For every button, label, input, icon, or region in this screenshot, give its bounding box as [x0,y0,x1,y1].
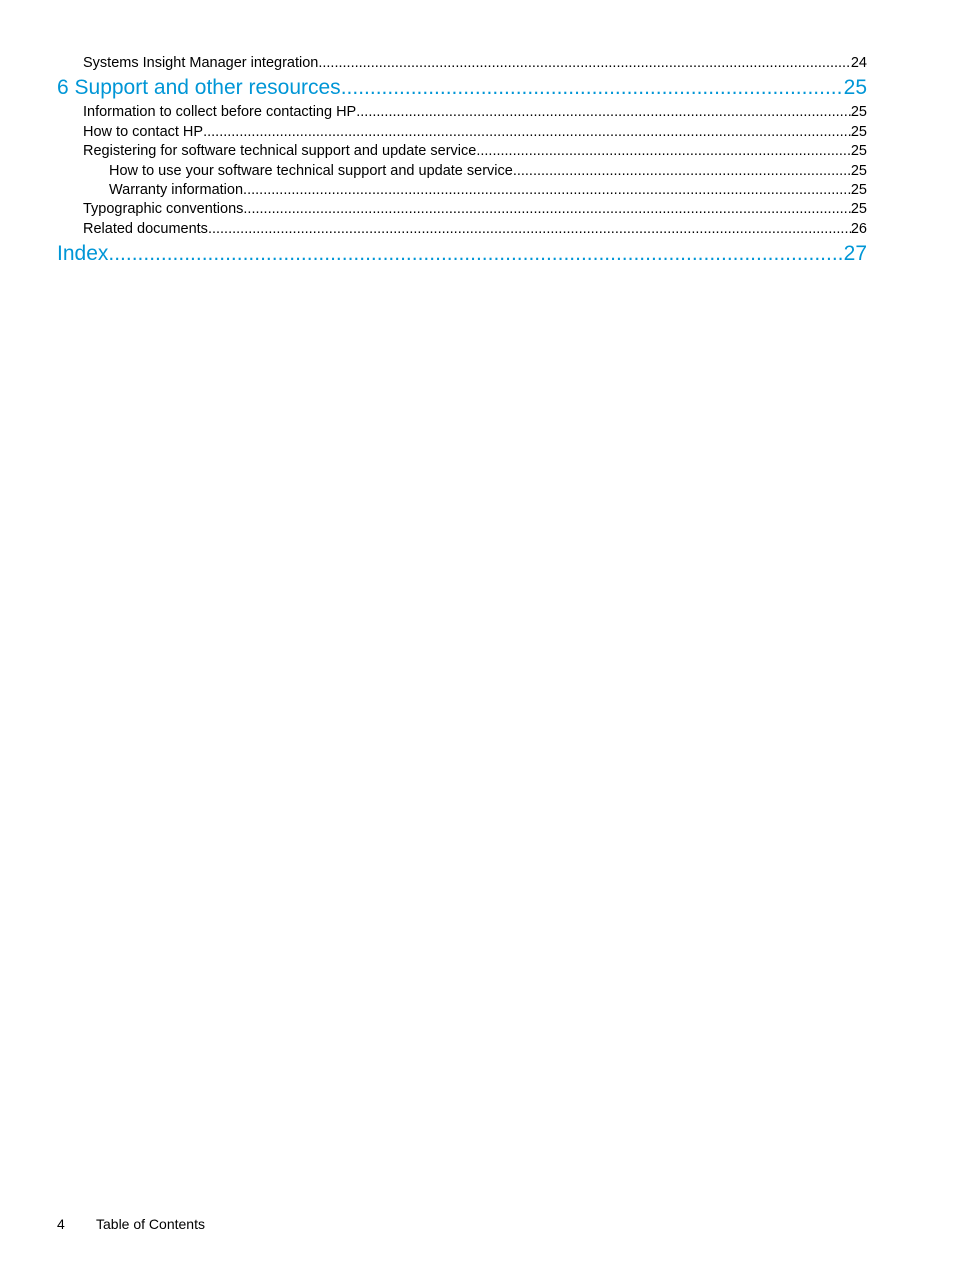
toc-dot-leader [513,162,851,181]
toc-entry-page: 25 [850,162,867,179]
toc-entry-title: How to use your software technical support and update service [109,162,513,179]
toc-chapter-title: 6 Support and other resources [57,76,341,100]
footer-page-number: 4 [57,1216,65,1232]
page-footer [57,1215,205,1233]
toc-entry-related-documents[interactable] [57,220,867,239]
toc-entry-registering-for-support[interactable] [57,142,867,161]
footer-section-title: Table of Contents [96,1216,205,1232]
toc-entry-page: 24 [850,55,867,71]
toc-entry-systems-insight-manager-integration[interactable] [57,54,867,73]
toc-chapter-page: 27 [843,242,867,266]
toc-dot-leader [318,54,851,73]
table-of-contents [57,54,867,269]
toc-entry-title: Registering for software technical support and update service [83,143,477,160]
toc-dot-leader [208,220,851,239]
toc-entry-typographic-conventions[interactable] [57,200,867,219]
toc-entry-page: 25 [850,181,867,198]
toc-dot-leader [476,142,851,161]
toc-entry-information-to-collect[interactable] [57,103,867,122]
toc-entry-title: Typographic conventions [83,201,244,218]
toc-entry-how-to-use-support[interactable] [57,162,867,181]
toc-entry-page: 25 [850,104,867,121]
toc-dot-leader [341,73,844,103]
toc-dot-leader [108,239,843,269]
toc-entry-title: Warranty information [109,181,244,198]
toc-chapter-support-and-other-resources[interactable] [57,73,867,103]
toc-entry-title: Information to collect before contacting HP [83,104,357,121]
toc-chapter-index[interactable] [57,239,867,269]
toc-entry-page: 25 [850,143,867,160]
toc-chapter-title: Index [57,242,109,266]
toc-dot-leader [203,123,851,142]
toc-entry-title: Related documents [83,220,208,237]
toc-chapter-page: 25 [843,76,867,100]
toc-dot-leader [243,181,851,200]
toc-entry-page: 25 [850,123,867,140]
toc-dot-leader [356,103,851,122]
toc-entry-title: How to contact HP [83,123,204,140]
toc-entry-how-to-contact-hp[interactable] [57,123,867,142]
toc-entry-page: 25 [850,201,867,218]
toc-entry-title: Systems Insight Manager integration [83,55,319,71]
toc-dot-leader [243,200,850,219]
toc-entry-page: 26 [850,220,867,237]
toc-entry-warranty-information[interactable] [57,181,867,200]
